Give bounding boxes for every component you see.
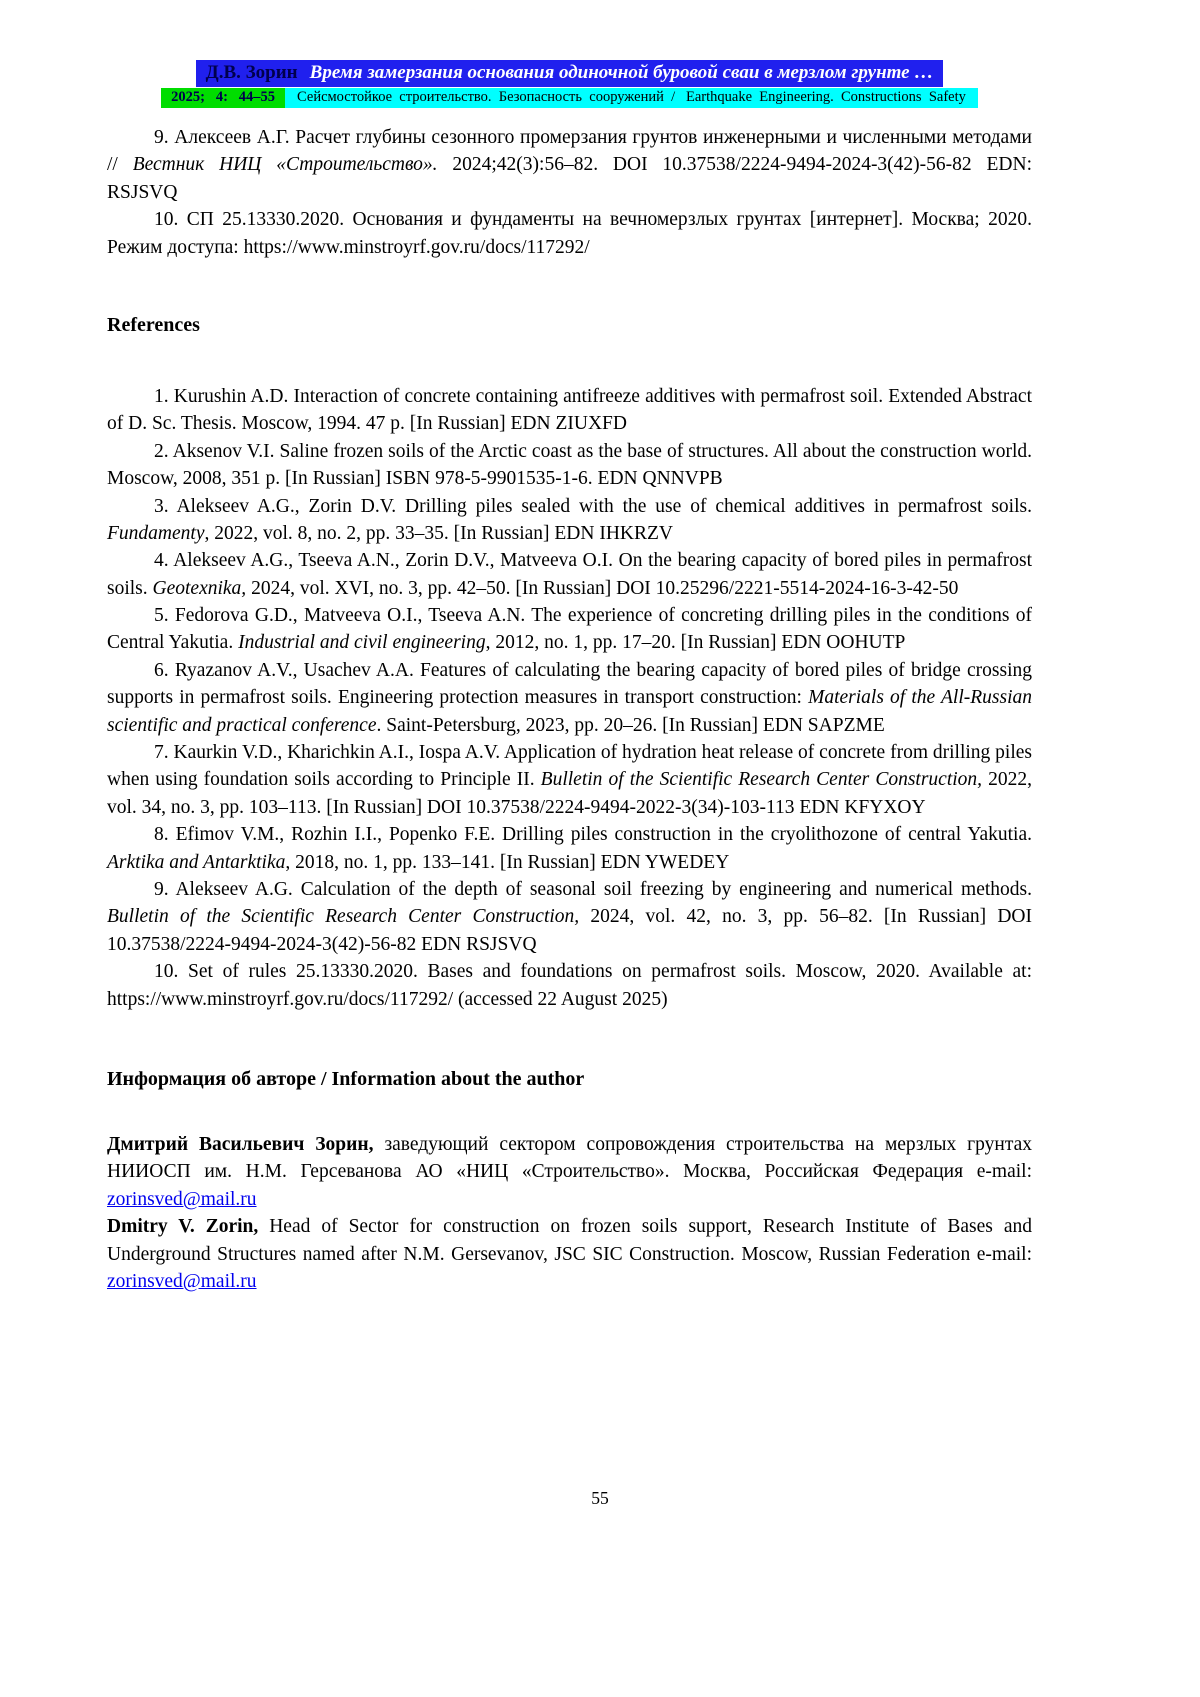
text-segment: Дмитрий Васильевич Зорин, — [107, 1133, 374, 1155]
email-link[interactable]: zorinsved@mail.ru — [107, 1270, 257, 1292]
reference-item-10 — [107, 958, 1032, 1013]
text-segment: Materials of the All-Russian scientific and practical conference — [107, 687, 1032, 736]
reference-item-5 — [107, 602, 1032, 657]
reference-item-2 — [107, 438, 1032, 493]
author-info-heading: Информация об авторе / Information about the author — [107, 1067, 585, 1090]
text-segment: 6. Ryazanov A.V., Usachev A.A. Features of calculating the bearing capacity of bored piles of bridge crossing supports in permafrost soils. Engineering protection measures in transport construction: — [107, 659, 1032, 709]
text-segment: 4. Alekseev A.G., Tseeva A.N., Zorin D.V., Matveeva O.I. On the bearing capacity of bored piles in permafrost soils. — [107, 550, 1032, 599]
running-head-journal-line — [107, 88, 1032, 108]
running-head-article-title: Время замерзания основания одиночной буровой сваи в мерзлом грунте … — [309, 62, 934, 83]
text-segment: 5. Fedorova G.D., Matveeva O.I., Tseeva A.N. The experience of concreting drilling piles in the conditions of Central Yakutia. — [107, 605, 1032, 654]
text-segment: 10. СП 25.13330.2020. Основания и фундаменты на вечномерзлых грунтах [интернет]. Москва; 2020. Режим доступа: https://www.minstroyrf.gov.ru/docs/117292/ — [107, 209, 1032, 258]
journal-name: Сейсмостойкое строительство. Безопасность сооружений / Earthquake Engineering. Constructions Safety — [285, 88, 978, 108]
text-segment: Geotexnika, — [152, 577, 247, 599]
text-segment: заведующий сектором сопровождения строительства на мерзлых грунтах НИИОСП им. Н.М. Герсеванова АО «НИЦ «Строительство». Москва, Российская Федерация e-mail: — [107, 1133, 1032, 1183]
references-heading: References — [107, 313, 200, 336]
text-segment: 2. Aksenov V.I. Saline frozen soils of the Arctic coast as the base of structures. All about the construction world. Moscow, 2008, 351 p. [In Russian] ISBN 978-5-9901535-1-6. EDN QNNVPB — [107, 440, 1032, 490]
text-segment: . Saint-Petersburg, 2023, pp. 20–26. [In Russian] EDN SAPZME — [376, 714, 885, 736]
reference-item-ru-9 — [107, 124, 1032, 206]
reference-item-4 — [107, 547, 1032, 602]
text-segment: 9. Alekseev A.G. Calculation of the depth of seasonal soil freezing by engineering and numerical methods. — [154, 878, 1032, 900]
text-segment: 2022, vol. 34, no. 3, pp. 103–113. [In Russian] DOI 10.37538/2224-9494-2022-3(34)-103-113 EDN KFYXOY — [107, 769, 1032, 818]
reference-item-7 — [107, 739, 1032, 821]
text-segment: , 2012, no. 1, pp. 17–20. [In Russian] EDN OOHUTP — [485, 632, 906, 654]
text-segment: 10. Set of rules 25.13330.2020. Bases and foundations on permafrost soils. Moscow, 2020. Available at: https://www.minstroyrf.gov.ru/docs/117292/ (accessed 22 August 2025) — [107, 961, 1032, 1010]
text-segment: Dmitry V. Zorin, — [107, 1216, 259, 1238]
reference-item-9 — [107, 876, 1032, 958]
author-info-russian — [107, 1131, 1032, 1213]
text-segment: Bulletin of the Scientific Research Center Construction, — [540, 769, 983, 791]
text-segment: Head of Sector for construction on frozen soils support, Research Institute of Bases and Underground Structures named after N.M. Gersevanov, JSC SIC Construction. Moscow, Russian Federation e-mail: — [107, 1216, 1032, 1265]
page-number: 55 — [591, 1488, 609, 1508]
text-segment: 3. Alekseev A.G., Zorin D.V. Drilling piles sealed with the use of chemical additives in permafrost soils. — [154, 495, 1032, 517]
reference-item-1 — [107, 383, 1032, 438]
text-segment: 2024, vol. XVI, no. 3, pp. 42–50. [In Russian] DOI 10.25296/2221-5514-2024-16-3-42-50 — [246, 577, 959, 599]
email-link[interactable]: zorinsved@mail.ru — [107, 1188, 257, 1210]
text-segment: , 2018, no. 1, pp. 133–141. [In Russian] EDN YWEDEY — [285, 851, 730, 873]
text-segment: Arktika and Antarktika — [107, 851, 286, 873]
text-segment: Fundamenty — [107, 522, 205, 544]
running-head-title-line — [196, 60, 944, 87]
text-segment: 9. Алексеев А.Г. Расчет глубины сезонного промерзания грунтов инженерными и численными методами // — [107, 127, 1032, 176]
text-segment: Bulletin of the Scientific Research Center Construction, — [107, 906, 580, 928]
issue-info: 2025; 4: 44–55 — [161, 88, 285, 108]
text-segment: , 2022, vol. 8, no. 2, pp. 33–35. [In Russian] EDN IHKRZV — [204, 522, 673, 544]
reference-item-6 — [107, 657, 1032, 739]
running-head — [107, 60, 1032, 108]
reference-item-ru-10 — [107, 206, 1032, 261]
text-segment: 2024;42(3):56–82. DOI 10.37538/2224-9494-2024-3(42)-56-82 EDN: RSJSVQ — [107, 154, 1032, 203]
text-segment: Вестник НИЦ «Строительство». — [132, 154, 438, 176]
running-head-author: Д.В. Зорин — [205, 62, 298, 83]
text-segment: Industrial and civil engineering — [238, 632, 486, 654]
author-info-english — [107, 1213, 1032, 1295]
text-segment: 1. Kurushin A.D. Interaction of concrete containing antifreeze additives with permafrost soil. Extended Abstract of D. Sc. Thesis. Moscow, 1994. 47 p. [In Russian] EDN ZIUXFD — [107, 385, 1032, 435]
text-segment: 7. Kaurkin V.D., Kharichkin A.I., Iospa A.V. Application of hydration heat release of concrete from drilling piles when using foundation soils according to Principle II. — [107, 742, 1032, 791]
text-segment: 8. Efimov V.M., Rozhin I.I., Popenko F.E. Drilling piles construction in the cryolithozone of central Yakutia. — [154, 824, 1032, 846]
text-segment: 2024, vol. 42, no. 3, pp. 56–82. [In Russian] DOI 10.37538/2224-9494-2024-3(42)-56-82 EDN RSJSVQ — [107, 906, 1032, 955]
reference-item-8 — [107, 821, 1032, 876]
reference-item-3 — [107, 493, 1032, 548]
